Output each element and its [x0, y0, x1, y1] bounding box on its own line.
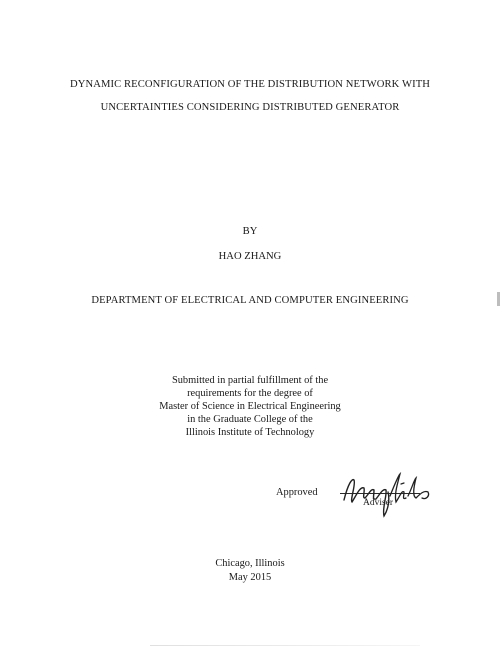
- submission-line-1: Submitted in partial fulfillment of the: [171, 375, 329, 386]
- thesis-title-line-1: DYNAMIC RECONFIGURATION OF THE DISTRIBUTION NETWORK WITH: [69, 79, 431, 90]
- date: May 2015: [228, 572, 272, 583]
- thesis-title-line-2: UNCERTAINTIES CONSIDERING DISTRIBUTED GENERATOR: [100, 102, 400, 113]
- department-name: DEPARTMENT OF ELECTRICAL AND COMPUTER ENGINEERING: [91, 295, 409, 306]
- submission-line-5: Illinois Institute of Technology: [185, 427, 315, 438]
- submission-line-3: Master of Science in Electrical Engineering: [159, 401, 341, 412]
- place: Chicago, Illinois: [215, 558, 285, 569]
- approved-label: Approved: [276, 487, 318, 498]
- scan-bottom-mark: [150, 645, 420, 646]
- author-name: HAO ZHANG: [218, 251, 282, 262]
- adviser-label: Adviser: [363, 498, 394, 508]
- by-label: BY: [242, 226, 258, 237]
- approval-block: [276, 470, 466, 530]
- submission-line-2: requirements for the degree of: [187, 388, 313, 399]
- handwritten-signature: [338, 466, 448, 522]
- submission-line-4: in the Graduate College of the: [187, 414, 313, 425]
